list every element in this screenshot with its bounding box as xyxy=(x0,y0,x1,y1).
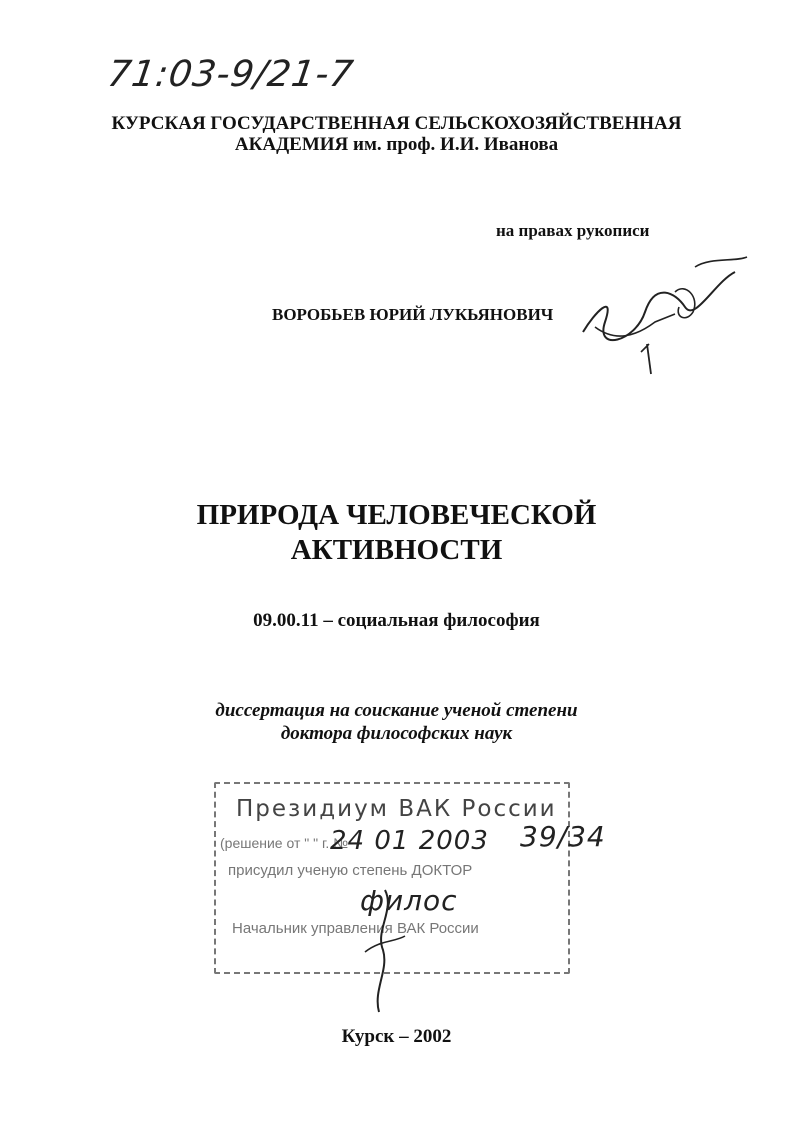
stamp-handwritten-date: 24 01 2003 xyxy=(330,826,489,856)
stamp-signature xyxy=(355,880,415,1020)
institution-line-1: КУРСКАЯ ГОСУДАРСТВЕННАЯ СЕЛЬСКОХОЗЯЙСТВЕННАЯ xyxy=(111,113,682,134)
degree-line-2: доктора философских наук xyxy=(280,723,513,744)
specialty: 09.00.11 – социальная философия xyxy=(253,610,540,631)
author-name: ВОРОБЬЕВ ЮРИЙ ЛУКЬЯНОВИЧ xyxy=(272,305,554,324)
stamp-handwritten-number: 39/34 xyxy=(520,820,606,853)
stamp-head-line: Начальник управления ВАК России xyxy=(232,920,479,937)
stamp-handwritten-field: филос xyxy=(360,884,458,917)
rights-note: на правах рукописи xyxy=(496,221,650,240)
place-and-year: Курск – 2002 xyxy=(341,1026,452,1047)
title-line-1: ПРИРОДА ЧЕЛОВЕЧЕСКОЙ xyxy=(196,499,597,531)
title-line-2: АКТИВНОСТИ xyxy=(290,534,503,566)
archive-number: 71:03-9/21-7 xyxy=(105,54,357,95)
stamp-decision-line: (решение от " " г. № xyxy=(220,835,349,851)
institution-line-2: АКАДЕМИЯ им. проф. И.И. Иванова xyxy=(234,134,559,155)
stamp-title: Президиум ВАК России xyxy=(236,796,557,822)
stamp-degree-line: присудил ученую степень ДОКТОР xyxy=(228,862,473,879)
degree-line-1: диссертация на соискание ученой степени xyxy=(215,700,578,721)
author-signature xyxy=(575,252,755,382)
